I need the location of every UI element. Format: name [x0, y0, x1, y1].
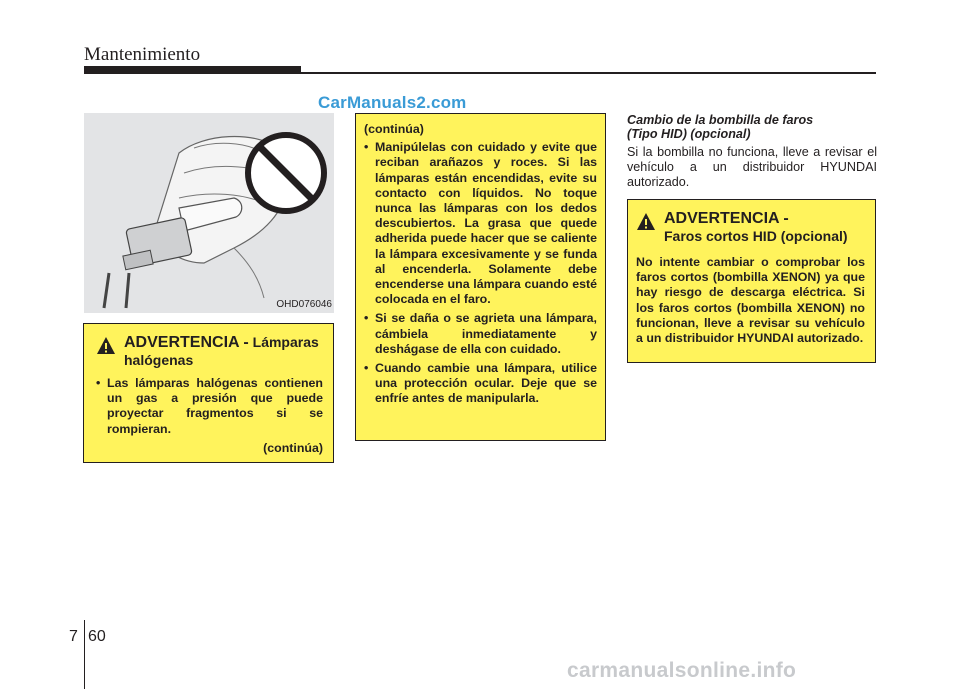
continued-label: (continúa): [263, 440, 323, 455]
warning-bullet: • Manipúlelas con cuidado y evite que reciban arañazos y roces. Si las lámparas están encendidas, evite su contacto con líquidos. No toque nunca las lámparas con los dedos descubiertos. La grasa que quede adherida puede hacer que se caliente la lámpara excesivamente y se funda al encenderla. Solamente debe encenderse una lámpara cuando esté colocada en el faro.: [364, 140, 597, 307]
warning-triangle-icon: [636, 212, 656, 232]
header-rule: [84, 72, 876, 74]
section-body: Si la bombilla no funciona, lleve a revisar el vehículo a un distribuidor HYUNDAI autorizado.: [627, 145, 877, 189]
continued-label: (continúa): [364, 122, 424, 136]
warning-body: No intente cambiar o comprobar los faros cortos (bombilla XENON) ya que hay riesgo de descarga eléctrica. Si los faros cortos (bombilla XENON) no funcionan, lleve a revisar su vehículo a un distribuidor HYUNDAI autorizado.: [636, 255, 865, 346]
warning-title: ADVERTENCIA -: [664, 210, 789, 227]
figure-caption: OHD076046: [276, 299, 332, 310]
watermark-top: CarManuals2.com: [318, 93, 467, 112]
warning-box-continued: [355, 113, 606, 441]
warning-box-halogen: [83, 323, 334, 463]
watermark-bottom: carmanualsonline.info: [567, 659, 797, 682]
warning-title-sub: Lámparas: [248, 334, 319, 350]
warning-bullet: • Las lámparas halógenas contienen un gas a presión que puede proyectar fragmentos si se rompieran.: [96, 376, 323, 437]
warning-title-sub-line2: halógenas: [124, 352, 194, 368]
warning-title: ADVERTENCIA -: [124, 334, 249, 351]
section-heading: [627, 113, 877, 141]
section-heading-line1: Cambio de la bombilla de faros: [627, 113, 814, 127]
warning-triangle-icon: [96, 336, 116, 356]
warning-bullet: • Si se daña o se agrieta una lámpara, cámbiela inmediatamente y deshágase de ella con cuidado.: [364, 311, 597, 357]
page-header-title: Mantenimiento: [84, 44, 201, 65]
warning-box-hid: [627, 199, 876, 363]
warning-bullet: • Cuando cambie una lámpara, utilice una protección ocular. Deje que se enfríe antes de manipularla.: [364, 361, 597, 407]
chapter-number: 7: [69, 628, 78, 645]
bulb-handling-illustration: [84, 113, 334, 313]
footer-divider: [84, 620, 85, 689]
page-number: 60: [88, 628, 106, 645]
warning-title-line2: Faros cortos HID (opcional): [664, 228, 848, 244]
hand-holding-bulb-image: [84, 113, 334, 313]
section-heading-line2: (Tipo HID) (opcional): [627, 127, 751, 141]
